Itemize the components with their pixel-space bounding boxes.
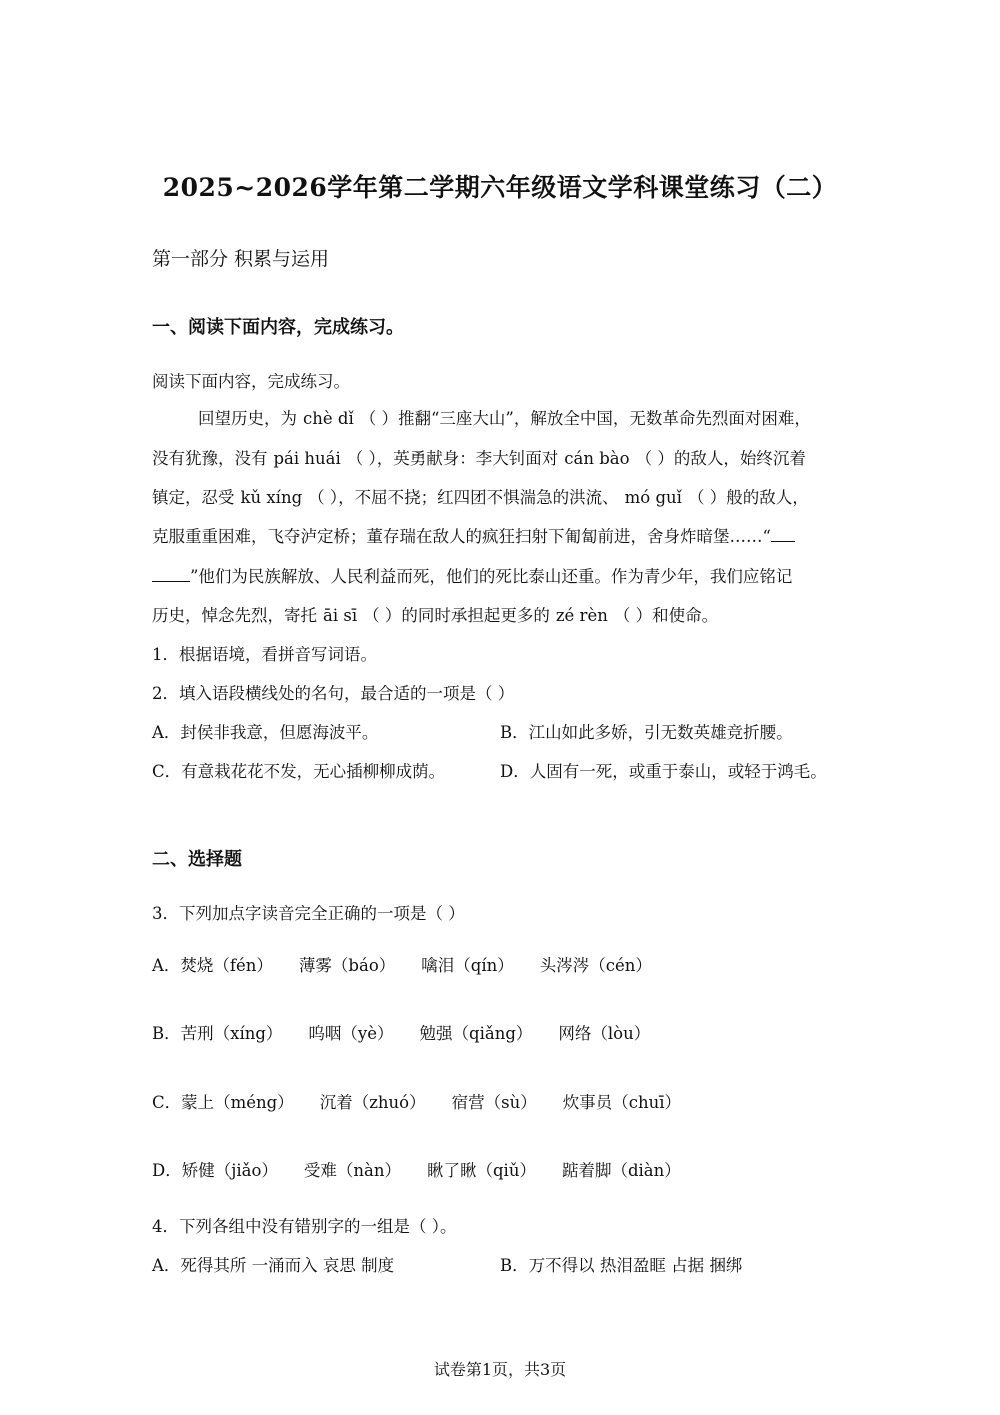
q3-option-d[interactable]: D．矫健（jiǎo） 受难（nàn） 瞅了瞅（qiǔ） 踮着脚（diàn） [152,1161,681,1180]
passage-line-2: 没有犹豫，没有 pái huái （ ），英勇献身：李大钊面对 cán bào （ ）的敌人，始终沉着 [152,449,806,468]
page-footer: 试卷第1页，共3页 [433,1360,567,1379]
section1-heading: 一、阅读下面内容，完成练习。 [152,317,404,338]
passage-line-4: 克服重重困难，飞夺泸定桥；董存瑞在敌人的疯狂扫射下匍匐前进，舍身炸暗堡……“ [152,523,795,547]
q3-option-a[interactable]: A．焚烧（fén） 薄雾（báo） 噙泪（qín） 头涔涔（cén） [152,956,652,975]
page-title: 2025~2026学年第二学期六年级语文学科课堂练习（二） [162,173,838,202]
passage-line-5: ”他们为民族解放、人民利益而死，他们的死比泰山还重。作为青少年，我们应铭记 [152,563,792,587]
question-3: 3．下列加点字读音完全正确的一项是（ ） [152,904,465,923]
q4-option-b[interactable]: B．万不得以 热泪盈眶 占据 捆绑 [500,1256,743,1275]
q2-option-a[interactable]: A．封侯非我意，但愿海波平。 [152,723,379,742]
question-2: 2．填入语段横线处的名句，最合适的一项是（ ） [152,684,515,703]
q3-option-c[interactable]: C．蒙上（méng） 沉着（zhuó） 宿营（sù） 炊事员（chuī） [152,1093,682,1112]
pinyin-5: mó guǐ [624,488,682,507]
section1-intro: 阅读下面内容，完成练习。 [152,372,350,391]
pinyin-4: kǔ xíng [240,488,303,507]
pinyin-1: chè dǐ [303,409,354,428]
passage-line-6: 历史，悼念先烈，寄托 āi sī （ ）的同时承担起更多的 zé rèn （ ）和使命。 [152,606,719,625]
q4-option-a[interactable]: A．死得其所 一涌而入 哀思 制度 [152,1256,395,1275]
passage-line-1: 回望历史，为 chè dǐ （ ）推翻“三座大山”，解放全中国，无数革命先烈面对困难， [198,409,811,428]
question-4: 4．下列各组中没有错别字的一组是（ ）。 [152,1217,457,1236]
part-heading: 第一部分 积累与运用 [152,248,330,270]
pinyin-2: pái huái [273,449,341,468]
pinyin-6: āi sī [323,606,358,625]
q2-option-c[interactable]: C．有意栽花花不发，无心插柳柳成荫。 [152,762,446,781]
answer-blank-cont[interactable] [152,567,190,582]
section2-heading: 二、选择题 [152,849,242,870]
passage-line-3: 镇定，忍受 kǔ xíng （ ），不屈不挠；红四团不惧湍急的洪流、 mó guǐ （ ）般的敌人， [152,488,809,507]
q2-option-b[interactable]: B．江山如此多娇，引无数英雄竞折腰。 [500,723,793,742]
pinyin-3: cán bào [564,449,630,468]
answer-blank[interactable] [771,527,795,542]
q3-option-b[interactable]: B．苦刑（xíng） 呜咽（yè） 勉强（qiǎng） 网络（lòu） [152,1024,651,1043]
question-1: 1．根据语境，看拼音写词语。 [152,645,377,664]
pinyin-7: zé rèn [555,606,608,625]
q2-option-d[interactable]: D．人固有一死，或重于泰山，或轻于鸿毛。 [500,762,827,781]
